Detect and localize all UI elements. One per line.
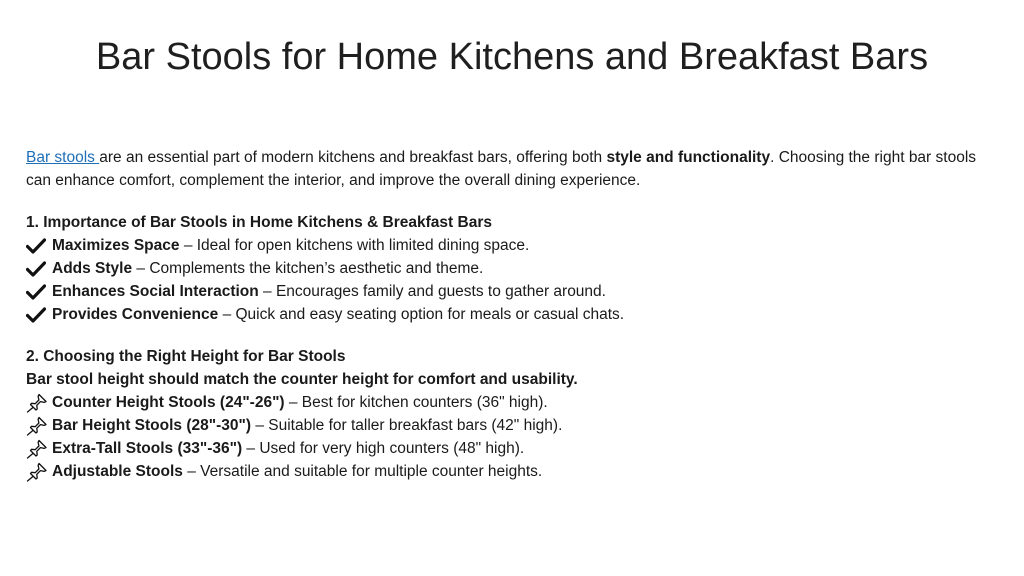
pushpin-icon	[26, 462, 52, 482]
section-height	[26, 345, 996, 483]
list-item-text: – Used for very high counters (48" high).	[242, 440, 525, 457]
intro-text-2: . Choosing the right bar stools can enhance comfort, complement the interior, and improve the overall dining experience.	[26, 149, 977, 189]
section-importance	[26, 211, 996, 326]
checkmark-icon	[26, 284, 52, 300]
list-item-bold: Adjustable Stools	[52, 463, 183, 480]
page-title: Bar Stools for Home Kitchens and Breakfast Bars	[95, 36, 929, 78]
checkmark-icon	[26, 238, 52, 254]
section-2-subtitle: Bar stool height should match the counter height for comfort and usability.	[26, 371, 578, 388]
list-item-text: – Complements the kitchen’s aesthetic and theme.	[132, 260, 484, 277]
checkmark-icon	[26, 307, 52, 323]
section-1-title: 1. Importance of Bar Stools in Home Kitchens & Breakfast Bars	[26, 214, 492, 231]
list-item-text: – Versatile and suitable for multiple counter heights.	[182, 463, 543, 480]
intro-paragraph	[26, 146, 996, 192]
list-item-bold: Bar Height Stools (28"-30")	[52, 417, 252, 434]
list-item-bold: Enhances Social Interaction	[52, 283, 259, 300]
list-item-bold: Counter Height Stools (24"-26")	[52, 394, 285, 411]
list-item	[26, 234, 996, 257]
list-item-text: – Ideal for open kitchens with limited dining space.	[179, 237, 530, 254]
list-item-text: – Best for kitchen counters (36" high).	[284, 394, 548, 411]
list-item-text: – Encourages family and guests to gather around.	[258, 283, 606, 300]
pushpin-icon	[26, 416, 52, 436]
list-item	[26, 460, 996, 483]
list-item	[26, 414, 996, 437]
list-item	[26, 437, 996, 460]
list-item-text: – Suitable for taller breakfast bars (42" high).	[251, 417, 563, 434]
intro-bold: style and functionality	[606, 149, 771, 166]
list-item-bold: Adds Style	[52, 260, 133, 277]
list-item	[26, 303, 996, 326]
section-2-title: 2. Choosing the Right Height for Bar Stools	[26, 348, 346, 365]
list-item-bold: Maximizes Space	[52, 237, 180, 254]
list-item	[26, 257, 996, 280]
content-body	[26, 146, 996, 502]
list-item-text: – Quick and easy seating option for meals or casual chats.	[218, 306, 625, 323]
list-item	[26, 280, 996, 303]
bar-stools-link[interactable]: Bar stools	[26, 149, 100, 166]
list-item-bold: Provides Convenience	[52, 306, 219, 323]
intro-text-1: are an essential part of modern kitchens and breakfast bars, offering both	[99, 149, 607, 166]
checkmark-icon	[26, 261, 52, 277]
list-item-bold: Extra-Tall Stools (33"-36")	[52, 440, 243, 457]
list-item	[26, 391, 996, 414]
pushpin-icon	[26, 393, 52, 413]
pushpin-icon	[26, 439, 52, 459]
